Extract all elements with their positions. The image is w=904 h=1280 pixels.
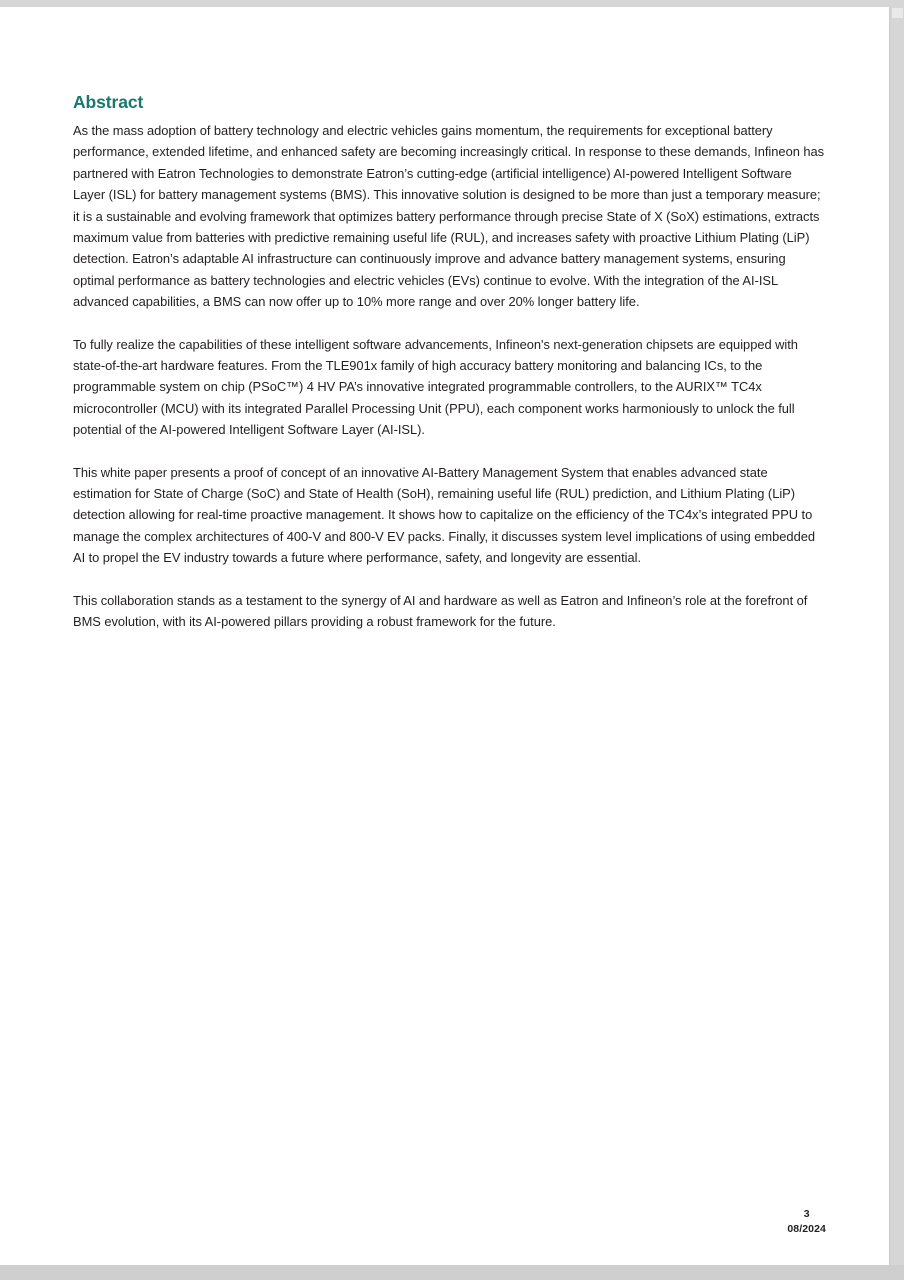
viewer-right-gutter[interactable] bbox=[891, 0, 904, 1280]
page-footer bbox=[787, 1207, 826, 1237]
abstract-paragraph-2: To fully realize the capabilities of these intelligent software advancements, Infineon's next-generation chipsets are equipped with state-of-the-art hardware features. From the TLE901x family of high accuracy battery monitoring and balancing ICs, to the programmable system on chip (PSoC™) 4 HV PA’s innovative integrated programmable controllers, to the AURIX™ TC4x microcontroller (MCU) with its integrated Parallel Processing Unit (PPU), each component works harmoniously to unlock the full potential of the AI-powered Intelligent Software Layer (AI-ISL). bbox=[73, 336, 798, 438]
abstract-paragraph-1: As the mass adoption of battery technology and electric vehicles gains momentum, the requirements for exceptional battery performance, extended lifetime, and enhanced safety are becoming increasingly critical. In response to these demands, Infineon has partnered with Eatron Technologies to demonstrate Eatron’s cutting-edge (artificial intelligence) AI-powered Intelligent Software Layer (ISL) for battery management systems (BMS). This innovative solution is designed to be more than just a temporary measure; it is a sustainable and evolving framework that optimizes battery performance through precise State of X (SoX) estimations, extracts maximum value from batteries with predictive remaining useful life (RUL), and increases safety with proactive Lithium Plating (LiP) detection. Eatron’s adaptable AI infrastructure can continuously improve and advance battery management systems, ensuring optimal performance as battery technologies and electric vehicles (EVs) continue to evolve. With the integration of the AI-ISL advanced capabilities, a BMS can now offer up to 10% more range and over 20% longer battery life. bbox=[73, 122, 825, 310]
footer-date: 08/2024 bbox=[787, 1223, 826, 1235]
footer-page-number: 3 bbox=[803, 1208, 810, 1220]
scrollbar-thumb[interactable] bbox=[892, 8, 903, 18]
viewer-bottom-band bbox=[0, 1265, 904, 1280]
document-page bbox=[0, 7, 890, 1265]
abstract-paragraph-3: This white paper presents a proof of concept of an innovative AI-Battery Management System that enables advanced state estimation for State of Charge (SoC) and State of Health (SoH), remaining useful life (RUL) prediction, and Lithium Plating (LiP) detection allowing for real-time proactive management. It shows how to capitalize on the efficiency of the TC4x’s integrated PPU to manage the complex architectures of 400-V and 800-V EV packs. Finally, it discusses system level implications of using embedded AI to propel the EV industry towards a future where performance, safety, and longevity are essential. bbox=[73, 464, 816, 566]
page-content bbox=[73, 92, 825, 632]
abstract-paragraph-4: This collaboration stands as a testament to the synergy of AI and hardware as well as Eatron and Infineon’s role at the forefront of BMS evolution, with its AI-powered pillars providing a robust framework for the future. bbox=[73, 592, 808, 629]
viewer-top-band bbox=[0, 0, 904, 7]
page-title: Abstract bbox=[73, 92, 144, 112]
